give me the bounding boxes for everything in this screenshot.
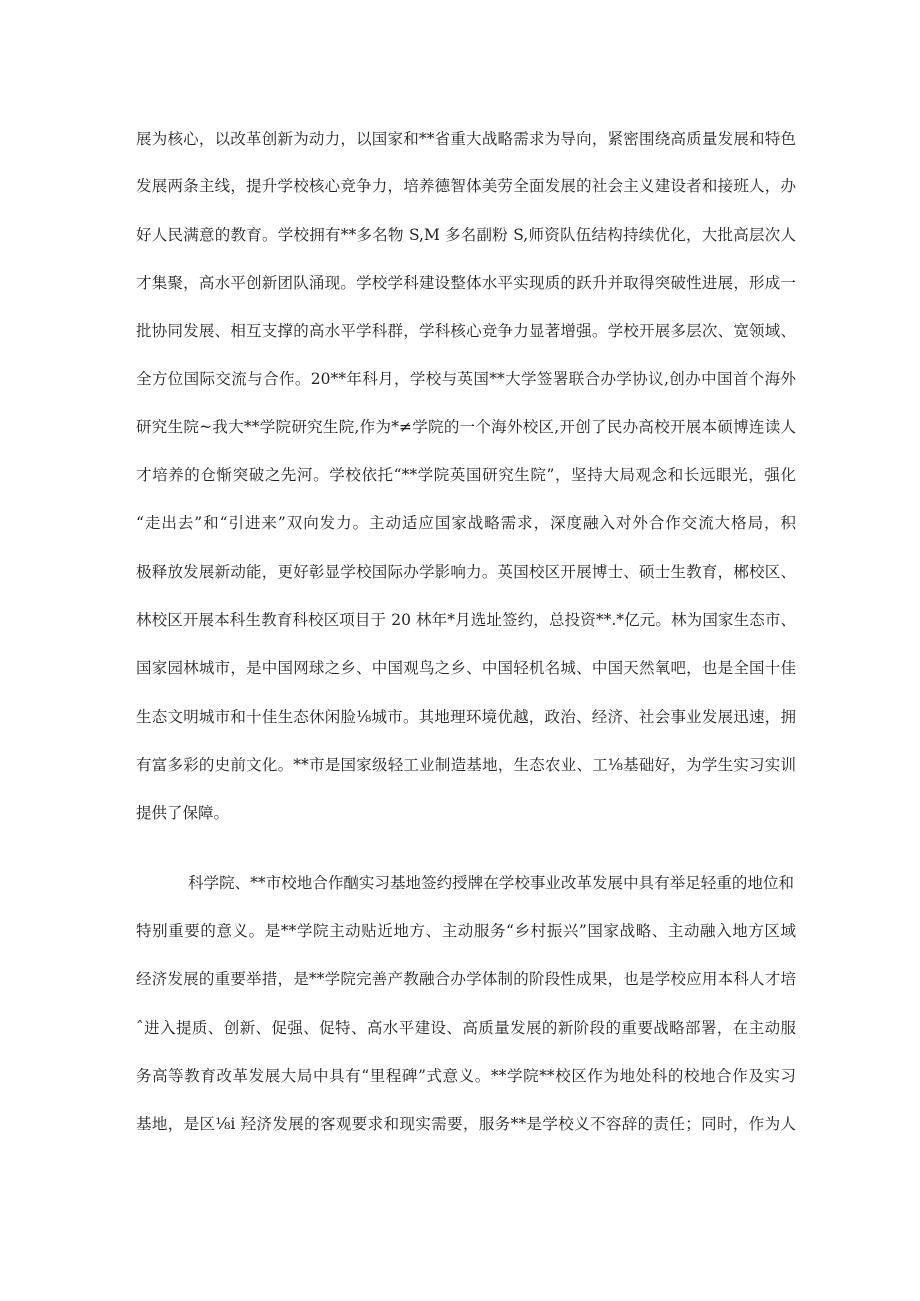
text-line: 才培养的仓惭突破之先河。学校依托“**学院英国研究生院”，坚持大局观念和长远眼光，强化 xyxy=(136,466,796,484)
text-line: ˆ进入提质、创新、促强、促特、高水平建设、高质量发展的新阶段的重要战略部署，在主动服 xyxy=(136,1019,796,1037)
text-line: “走出去”和“引进来”双向发力。主动适应国家战略需求，深度融入对外合作交流大格局，积 xyxy=(136,514,796,532)
text-line: 务高等教育改革发展大局中具有“里程碑”式意义。**学院**校区作为地处科的校地合作及实习 xyxy=(136,1067,796,1085)
text-line: 研究生院~我大**学院研究生院,作为*≠学院的一个海外校区,开创了民办高校开展本硕博连读人 xyxy=(136,418,796,436)
text-line: 全方位国际交流与合作。20**年科月，学校与英国**大学签署联合办学协议,创办中国首个海外 xyxy=(136,370,796,388)
text-line: 极释放发展新动能，更好彰显学校国际办学影响力。英国校区开展博士、硕士生教育，郴校区、 xyxy=(136,563,796,581)
text-line: 有富多彩的史前文化。**市是国家级轻工业制造基地，生态农业、工⅛基础好，为学生实习实训 xyxy=(136,756,796,774)
text-line: 林校区开展本科生教育科校区项目于 20 林年*月选址签约，总投资**.*亿元。林为国家生态市、 xyxy=(136,611,796,629)
text-line: 批协同发展、相互支撑的高水平学科群，学科核心竞争力显著增强。学校开展多层次、宽领域、 xyxy=(136,322,796,340)
text-line: 发展两条主线，提升学校核心竞争力，培养德智体美劳全面发展的社会主义建设者和接班人，办 xyxy=(136,177,796,195)
text-line: 好人民满意的教育。学校拥有**多名物 S,M 多名副粉 S,师资队伍结构持续优化，大批高层次人 xyxy=(136,226,796,244)
text-line: 国家园林城市，是中国网球之乡、中国观鸟之乡、中国轻机名城、中国天然氧吧，也是全国十佳 xyxy=(136,659,796,677)
text-line: 提供了保障。 xyxy=(136,804,230,822)
text-line: 经济发展的重要举措，是**学院完善产教融合办学体制的阶段性成果，也是学校应用本科人才培 xyxy=(136,970,796,988)
text-line: 才集聚，高水平创新团队涌现。学校学科建设整体水平实现质的跃升并取得突破性进展，形成一 xyxy=(136,274,796,292)
text-line: 科学院、**市校地合作酗实习基地签约授牌在学校事业改革发展中具有举足轻重的地位和 xyxy=(188,874,794,892)
text-line: 基地，是区⅛i 羟济发展的客观要求和现实需要，服务**是学校义不容辞的责任；同时，作为人 xyxy=(136,1115,796,1133)
text-line: 展为核心，以改革创新为动力，以国家和**省重大战略需求为导向，紧密围绕高质量发展和特色 xyxy=(136,130,796,148)
text-line: 特别重要的意义。是**学院主动贴近地方、主动服务“乡村振兴”国家战略、主动融入地方区域 xyxy=(136,922,796,940)
text-line: 生态文明城市和十佳生态休闲脸⅛城市。其地理环境优越，政治、经济、社会事业发展迅速，拥 xyxy=(136,708,796,726)
